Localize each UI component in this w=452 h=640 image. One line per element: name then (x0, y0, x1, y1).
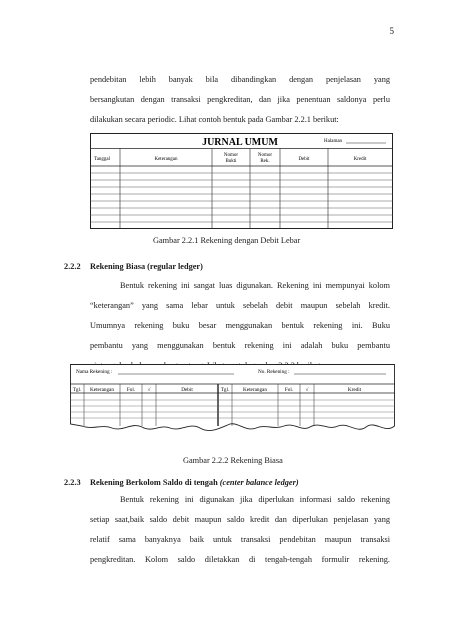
figure-rekening-biasa (70, 364, 395, 440)
paragraph-line: pendebitan lebih banyak bila dibandingkan dengan penjelasan yang (90, 75, 390, 84)
section-number: 2.2.3 (64, 478, 81, 487)
column-header: Keterangan (243, 387, 267, 393)
column-header: Kredit (347, 387, 362, 393)
paragraph-line: relatif sama banyaknya baik untuk transaksi pendebitan maupun transaksi (90, 535, 390, 544)
paragraph-center-balance (90, 490, 390, 570)
paragraph-regular-ledger (90, 276, 390, 376)
jurnal-title: JURNAL UMUM (202, 137, 278, 148)
col-kredit: Kredit (353, 157, 367, 162)
col-keterangan: Keterangan (154, 157, 178, 162)
paragraph-line: pengkreditan. Kolom saldo diletakkan di tengah-tengah formulir rekening. (90, 555, 390, 564)
col-nomor-bukti: Nomor Bukti (223, 153, 239, 164)
column-header: Keterangan (90, 387, 114, 393)
col-nomor-rek: Nomor Rek. (257, 153, 273, 164)
figure-jurnal-umum (90, 133, 394, 229)
rekening-biasa-form (70, 364, 395, 440)
nama-rekening-label: Nama Rekening : (76, 369, 113, 375)
section-heading-2-2-3 (64, 478, 299, 487)
column-header: Tgl. (220, 387, 230, 393)
column-header: Fol. (284, 387, 294, 393)
section-title-italic: (center balance ledger) (219, 478, 299, 487)
section-title: Rekening Biasa (regular ledger) (90, 262, 203, 271)
paragraph-intro (90, 70, 390, 130)
figure-1-caption: Gambar 2.2.1 Rekening dengan Debit Lebar (153, 236, 301, 245)
paragraph-line: dilakukan secara periodic. Lihat contoh bentuk pada Gambar 2.2.1 berikut: (90, 115, 339, 124)
section-number: 2.2.2 (64, 262, 81, 271)
paragraph-line: pembantu yang menggunakan bentuk rekening ini adalah buku pembantu (90, 341, 390, 350)
paragraph-line: Bentuk rekening ini sangat luas digunakan. Rekening ini mempunyai kolom (120, 281, 390, 290)
col-debit: Debit (298, 157, 310, 162)
column-header: √ (305, 387, 309, 393)
no-rekening-label: No. Rekening : (258, 369, 290, 375)
column-header: Fol. (126, 387, 136, 393)
page-number: 5 (389, 26, 394, 36)
paragraph-line: setiap saat,baik saldo debit maupun saldo kredit dan diperlukan penjelasan yang (90, 515, 390, 524)
paragraph-line: bersangkutan dengan transaksi pengkreditan, dan jika penentuan saldonya perlu (90, 95, 390, 104)
section-heading-2-2-2 (64, 262, 203, 271)
jurnal-umum-form (90, 133, 394, 229)
column-header: Debit (181, 387, 193, 393)
col-tanggal: Tanggal (94, 157, 111, 162)
paragraph-line: Bentuk rekening ini digunakan jika diperlukan informasi saldo rekening (120, 495, 390, 504)
section-title: Rekening Berkolom Saldo di tengah (90, 478, 218, 487)
paragraph-line: Umumnya rekening buku besar menggunakan bentuk rekening ini. Buku (90, 321, 390, 330)
column-header: √ (147, 387, 151, 393)
column-header: Tgl. (72, 387, 82, 393)
figure-2-caption: Gambar 2.2.2 Rekening Biasa (183, 456, 283, 465)
halaman-label: Halaman (324, 139, 343, 144)
paragraph-line: “keterangan” yang sama lebar untuk sebelah debit maupun sebelah kredit. (90, 301, 390, 310)
